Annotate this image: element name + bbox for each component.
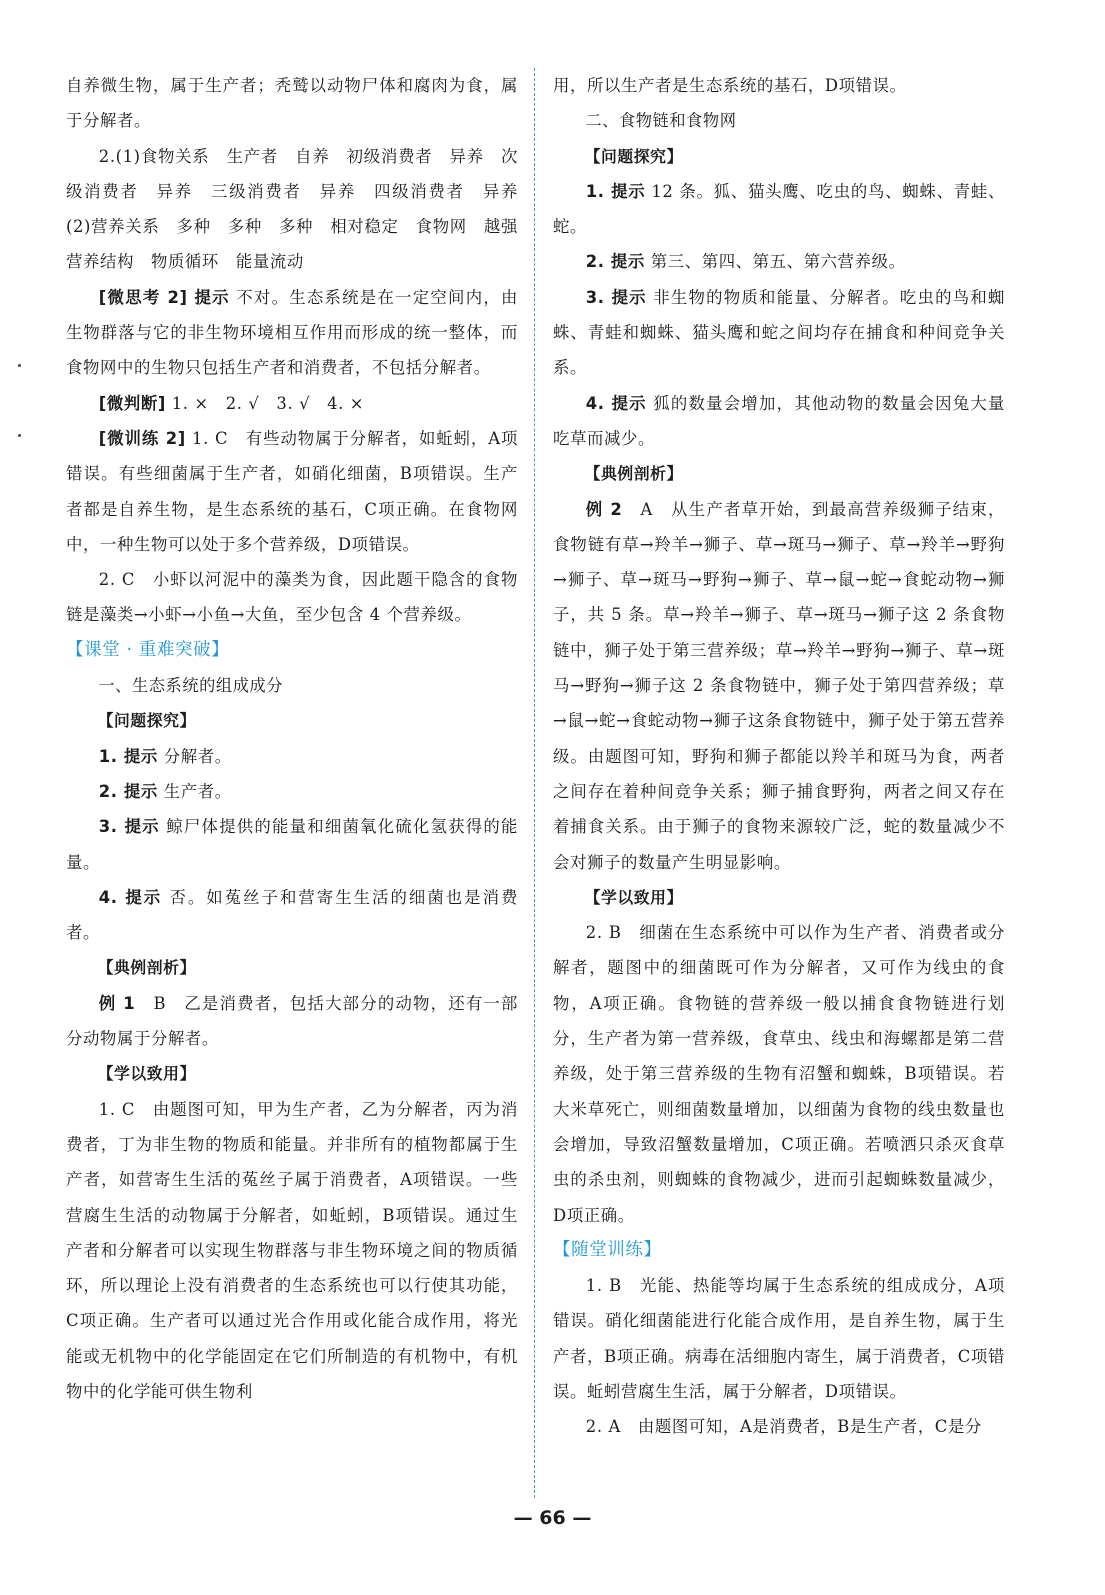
labeled-paragraph xyxy=(66,774,518,809)
labeled-paragraph xyxy=(553,492,1005,880)
labeled-paragraph xyxy=(553,386,1005,457)
labeled-paragraph xyxy=(553,280,1005,386)
labeled-paragraph xyxy=(66,986,518,1057)
paragraph: 2.(1)食物关系 生产者 自养 初级消费者 异养 次级消费者 异养 三级消费者 异养 四级消费者 异养 (2)营养关系 多种 多种 多种 相对稳定 食物网 越强 营养结构 物质循环 能量流动 xyxy=(66,146,535,272)
paragraph: 2. C 小虾以河泥中的藻类为食，因此题干隐含的食物链是藻类→小虾→小鱼→大鱼，至少包含 4 个营养级。 xyxy=(66,570,518,625)
paragraph: 2. A 由题图可知，A是消费者，B是生产者，C是分 xyxy=(585,1417,982,1437)
labeled-paragraph xyxy=(66,280,518,386)
item-label: [微训练 2] xyxy=(98,428,186,448)
right-column xyxy=(553,68,1005,1445)
item-text: 鲸尸体提供的能量和细菌氧化硫化氢获得的能量。 xyxy=(66,817,519,872)
item-label: 例 1 xyxy=(98,993,136,1013)
item-label: 1. 提示 xyxy=(585,181,646,201)
left-column xyxy=(66,68,535,1409)
item-label: 1. 提示 xyxy=(98,746,158,766)
labeled-paragraph xyxy=(66,809,518,880)
block-heading: 【问题探究】 xyxy=(97,711,196,731)
labeled-paragraph xyxy=(66,421,518,562)
column-divider xyxy=(534,68,535,1498)
item-label: 4. 提示 xyxy=(98,887,163,907)
margin-dot xyxy=(18,434,21,437)
section-heading: 【随堂训练】 xyxy=(553,1239,662,1260)
item-label: [微判断] xyxy=(98,393,166,413)
item-text: 分解者。 xyxy=(157,746,232,766)
block-heading: 【典例剖析】 xyxy=(584,464,683,484)
item-text: 1. × 2. √ 3. √ 4. × xyxy=(165,393,365,413)
block-heading: 【学以致用】 xyxy=(584,887,683,907)
labeled-paragraph xyxy=(66,880,518,951)
paragraph: 自养微生物，属于生产者；秃鹫以动物尸体和腐肉为食，属于分解者。 xyxy=(66,76,518,131)
page-number: — 66 — xyxy=(513,1507,592,1529)
paragraph: 1. C 由题图可知，甲为生产者，乙为分解者，丙为消费者，丁为非生物的物质和能量。并非所有的植物都属于生产者，如营寄生生活的菟丝子属于消费者，A项错误。一些营腐生生活的动物属于分解者，如蚯蚓，B项错误。通过生产者和分解者可以实现生物群落与非生物环境之间的物质循环，所以理论上没有消费者的生态系统也可以行使其功能，C项正确。生产者可以通过光合作用或化能合成作用，将光能或无机物中的化学能固定在它们所制造的有机物中，有机物中的化学能可供生物利 xyxy=(66,1099,518,1401)
item-text: 第三、第四、第五、第六营养级。 xyxy=(644,252,906,272)
item-label: 4. 提示 xyxy=(585,393,647,413)
subsection-heading: 二、食物链和食物网 xyxy=(585,111,737,131)
subsection-heading: 一、生态系统的组成成分 xyxy=(98,676,284,696)
item-text: B 乙是消费者，包括大部分的动物，还有一部分动物属于分解者。 xyxy=(66,993,518,1049)
paragraph: 2. B 细菌在生态系统中可以作为生产者、消费者或分解者，题图中的细菌既可作为分解者，又可作为线虫的食物，A项正确。食物链的营养级一般以捕食食物链进行划分，生产者为第一营养级，食草虫、线虫和海螺都是第二营养级，处于第三营养级的生物有沼蟹和蜘蛛，B项错误。若大米草死亡，则细菌数量增加，以细菌为食物的线虫数量也会增加，导致沼蟹数量增加，C项正确。若喷洒只杀灭食草虫的杀虫剂，则蜘蛛的食物减少，进而引起蜘蛛数量减少，D项正确。 xyxy=(553,923,1005,1225)
item-text: 否。如菟丝子和营寄生生活的细菌也是消费者。 xyxy=(66,887,518,943)
item-text: 不对。生态系统是在一定空间内，由生物群落与它的非生物环境相互作用而形成的统一整体，而食物网中的生物只包括生产者和消费者，不包括分解者。 xyxy=(66,287,518,378)
item-label: [微思考 2] 提示 xyxy=(98,287,230,307)
paragraph: 用，所以生产者是生态系统的基石，D项错误。 xyxy=(553,76,907,95)
item-label: 3. 提示 xyxy=(98,817,160,837)
block-heading: 【典例剖析】 xyxy=(97,958,196,978)
item-label: 3. 提示 xyxy=(585,287,647,307)
labeled-paragraph xyxy=(553,244,1005,279)
labeled-paragraph xyxy=(66,739,518,774)
labeled-paragraph xyxy=(553,174,1005,245)
item-text: 12 条。狐、猫头鹰、吃虫的鸟、蜘蛛、青蛙、蛇。 xyxy=(553,181,1005,237)
margin-dot xyxy=(18,364,21,367)
item-text: 非生物的物质和能量、分解者。吃虫的鸟和蜘蛛、青蛙和蜘蛛、猫头鹰和蛇之间均存在捕食和种间竞争关系。 xyxy=(553,287,1006,378)
item-label: 2. 提示 xyxy=(585,252,645,272)
paragraph: 1. B 光能、热能等均属于生态系统的组成成分，A项错误。硝化细菌能进行化能合成作用，是自养生物，属于生产者，B项正确。病毒在活细胞内寄生，属于消费者，C项错误。蚯蚓营腐生生活，属于分解者，D项错误。 xyxy=(553,1276,1005,1401)
item-label: 例 2 xyxy=(585,499,623,519)
section-heading: 【课堂 · 重难突破】 xyxy=(66,639,230,660)
item-text: A 从生产者草开始，到最高营养级狮子结束，食物链有草→羚羊→狮子、草→斑马→狮子、草→羚羊→野狗→狮子、草→斑马→野狗→狮子、草→鼠→蛇→食蛇动物→狮子，共 5 条。草→羚羊→狮子、草→斑马→狮子这 2 条食物链中，狮子处于第三营养级；草→羚羊→野狗→狮子、草→斑马→野狗→狮子这 2 条食物链中，狮子处于第四营养级；草→鼠→蛇→食蛇动物→狮子这条食物链中，狮子处于第五营养级。由题图可知，野狗和狮子都能以羚羊和斑马为食，两者之间存在着种间竞争关系；狮子捕食野狗，两者之间又存在着捕食关系。由于狮子的食物来源较广泛，蛇的数量减少不会对狮子的数量产生明显影响。 xyxy=(553,499,1005,872)
block-heading: 【问题探究】 xyxy=(584,146,683,166)
block-heading: 【学以致用】 xyxy=(97,1064,196,1084)
item-label: 2. 提示 xyxy=(98,781,158,801)
item-text: 生产者。 xyxy=(157,781,232,801)
item-text: 狐的数量会增加，其他动物的数量会因兔大量吃草而减少。 xyxy=(553,393,1006,448)
item-text: 1. C 有些动物属于分解者，如蚯蚓，A项错误。有些细菌属于生产者，如硝化细菌，B项错误。生产者都是自养生物，是生态系统的基石，C项正确。在食物网中，一种生物可以处于多个营养级，D项错误。 xyxy=(66,428,519,554)
labeled-paragraph xyxy=(66,386,518,421)
